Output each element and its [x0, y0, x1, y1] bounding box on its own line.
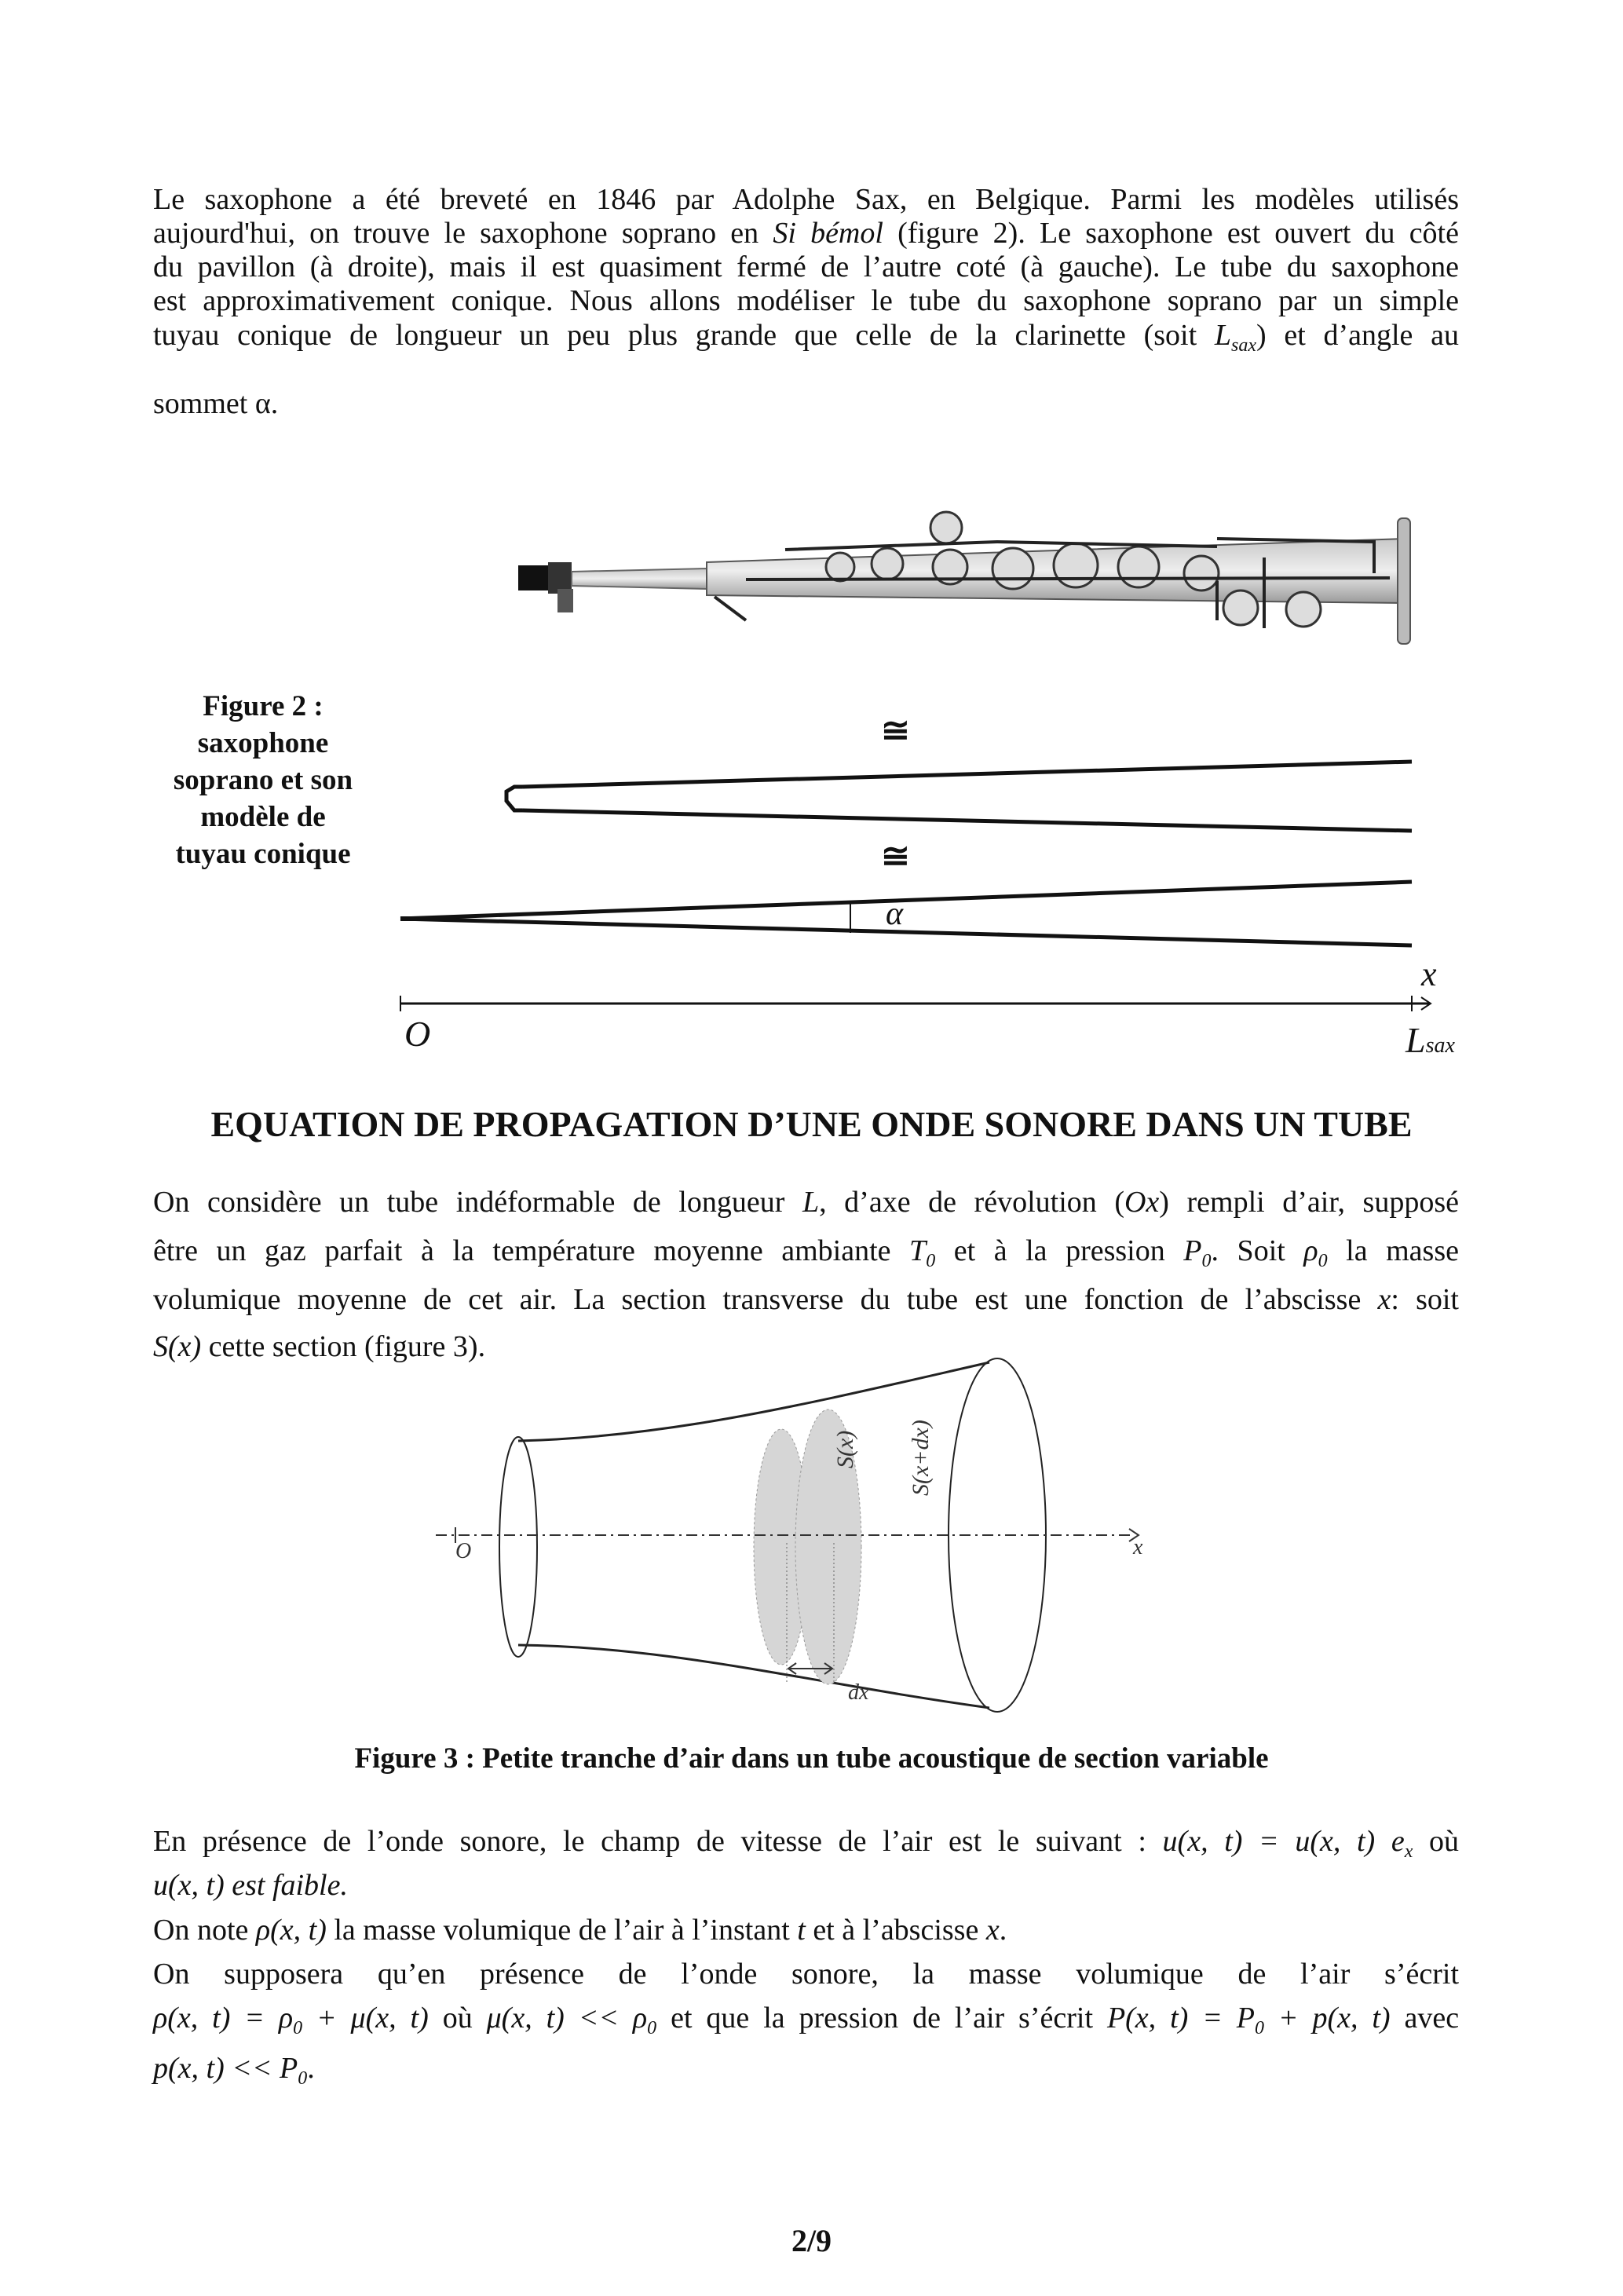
- text: ) rempli d’air, supposé: [1159, 1186, 1459, 1219]
- symbol-t: t: [797, 1914, 806, 1947]
- density-equation: [153, 2002, 429, 2038]
- equation: P(x, t) = P: [1106, 2002, 1255, 2035]
- lsax-label: [1406, 1019, 1455, 1061]
- subscript: 0: [1254, 2018, 1264, 2038]
- text: la masse: [1346, 1234, 1459, 1267]
- origin-label: O: [404, 1014, 431, 1054]
- equation: u(x, t) = u(x, t) e: [1162, 1825, 1405, 1858]
- symbol-x: x: [1377, 1283, 1391, 1316]
- intro-line-4: est approximativement conique. Nous allons modéliser le tube du saxophone soprano par un simple: [153, 284, 1459, 317]
- fig3-sx-label: S(x): [832, 1430, 858, 1468]
- text: , d’axe de révolution (: [819, 1186, 1124, 1219]
- text: et que la pression de l’air s’écrit: [671, 2002, 1094, 2035]
- equation: + p(x, t): [1278, 2002, 1391, 2035]
- fig3-origin-label: O: [455, 1539, 472, 1563]
- para2-line-1: [153, 1185, 1459, 1219]
- text: cette section (figure 3).: [208, 1330, 486, 1363]
- subscript: 0: [1201, 1251, 1212, 1271]
- equation: ρ(x, t) = ρ: [153, 2002, 294, 2035]
- caption-line: tuyau conique: [175, 838, 351, 870]
- intro-line-3: du pavillon (à droite), mais il est quasiment fermé de l’autre coté (à gauche). Le tube du saxophone: [153, 250, 1459, 283]
- subscript: 0: [926, 1251, 936, 1271]
- text: On note: [153, 1914, 249, 1947]
- text: .: [270, 387, 279, 420]
- caption-line: modèle de: [200, 801, 326, 833]
- text: ) et d’angle au: [1256, 319, 1459, 352]
- text: où: [442, 2002, 473, 2035]
- para3-line-5: [153, 2001, 1460, 2038]
- symbol-T0: [909, 1234, 936, 1271]
- caption-line: soprano et son: [173, 764, 353, 796]
- cone-model-diagram: [377, 738, 1515, 1068]
- intro-line-6: [153, 386, 1459, 421]
- text: . Soit: [1211, 1234, 1285, 1267]
- intro-line-1: Le saxophone a été breveté en 1846 par Adolphe Sax, en Belgique. Parmi les modèles utilisés: [153, 183, 1459, 216]
- text: où: [1429, 1825, 1459, 1858]
- mu-condition: [486, 2002, 657, 2038]
- symbol-lsax: [1214, 319, 1256, 356]
- text: volumique moyenne de cet air. La section transverse du tube est une fonction de l’abscisse: [153, 1283, 1362, 1316]
- symbol: L: [1406, 1020, 1426, 1060]
- p-condition: [153, 2052, 308, 2089]
- para2-line-3: [153, 1282, 1459, 1317]
- figure-3-caption: Figure 3 : Petite tranche d’air dans un tube acoustique de section variable: [354, 1742, 1269, 1775]
- symbol-L: L: [802, 1186, 820, 1219]
- symbol: L: [1214, 319, 1231, 352]
- approx-symbol-2: ≅: [881, 837, 910, 876]
- text: tuyau conique de longueur un peu plus grande que celle de la clarinette (soit: [153, 319, 1197, 352]
- subscript: 0: [1318, 1251, 1328, 1271]
- si-bemol: Si bémol: [773, 217, 883, 250]
- alpha-symbol: α: [254, 387, 271, 420]
- subscript: 0: [298, 2068, 308, 2089]
- text: avec: [1404, 2002, 1460, 2035]
- text: et à l’abscisse: [813, 1914, 979, 1947]
- symbol-Sx: S(x): [153, 1330, 202, 1363]
- figure-2-caption: [149, 688, 377, 872]
- text: et à la pression: [953, 1234, 1165, 1267]
- symbol-Ox: Ox: [1124, 1186, 1160, 1219]
- saxophone-photo: [510, 510, 1429, 660]
- fig3-sxdx-label: S(x+dx): [908, 1420, 934, 1496]
- text: la masse volumique de l’air à l’instant: [334, 1914, 790, 1947]
- fig3-dx-label: dx: [848, 1680, 869, 1705]
- symbol: ρ: [1303, 1234, 1318, 1267]
- subscript: sax: [1425, 1033, 1455, 1058]
- symbol-P0: [1183, 1234, 1212, 1271]
- text: aujourd'hui, on trouve le saxophone soprano en: [153, 217, 759, 250]
- text: (figure 2). Le saxophone est ouvert du côté: [897, 217, 1459, 250]
- para3-line-2: u(x, t) est faible.: [153, 1869, 348, 1902]
- text: être un gaz parfait à la température moyenne ambiante: [153, 1234, 891, 1267]
- symbol-rho-xt: ρ(x, t): [255, 1914, 327, 1947]
- velocity-equation: [1162, 1825, 1413, 1862]
- text: .: [307, 2052, 315, 2085]
- equation: μ(x, t) << ρ: [486, 2002, 648, 2035]
- fig3-axis-label: x: [1133, 1535, 1143, 1559]
- symbol-rho0: [1303, 1234, 1328, 1271]
- para2-line-2: [153, 1234, 1459, 1271]
- intro-line-2: [153, 216, 1459, 250]
- equation: p(x, t) << P: [153, 2052, 298, 2085]
- symbol: T: [909, 1234, 927, 1267]
- caption-line: saxophone: [197, 727, 329, 759]
- pressure-equation: [1106, 2002, 1391, 2038]
- text: : soit: [1391, 1283, 1459, 1316]
- subscript: 0: [647, 2018, 657, 2038]
- section-heading: EQUATION DE PROPAGATION D’UNE ONDE SONORE DANS UN TUBE: [210, 1104, 1413, 1144]
- page-number: 2/9: [791, 2223, 832, 2258]
- text: On considère un tube indéformable de longueur: [153, 1186, 785, 1219]
- variable-section-tube-diagram: [424, 1355, 1178, 1724]
- subscript: sax: [1231, 335, 1256, 356]
- para3-line-6: [153, 2051, 1459, 2089]
- symbol-x: x: [985, 1914, 1000, 1947]
- equation: + μ(x, t): [316, 2002, 429, 2035]
- text: sommet: [153, 387, 248, 420]
- text: .: [999, 1914, 1007, 1947]
- para3-line-1: [153, 1824, 1459, 1862]
- approx-symbol-1: ≅: [881, 711, 910, 750]
- angle-alpha-label: α: [886, 896, 904, 932]
- subscript: 0: [293, 2018, 303, 2038]
- subscript: x: [1404, 1841, 1413, 1862]
- para3-line-4: On supposera qu’en présence de l’onde sonore, la masse volumique de l’air s’écrit: [153, 1958, 1459, 1991]
- axis-x-label: x: [1421, 955, 1437, 993]
- text: En présence de l’onde sonore, le champ de vitesse de l’air est le suivant :: [153, 1825, 1146, 1858]
- intro-line-5: [153, 318, 1459, 356]
- caption-line: Figure 2 :: [203, 690, 324, 722]
- symbol: P: [1183, 1234, 1202, 1267]
- para3-line-3: [153, 1913, 1459, 1947]
